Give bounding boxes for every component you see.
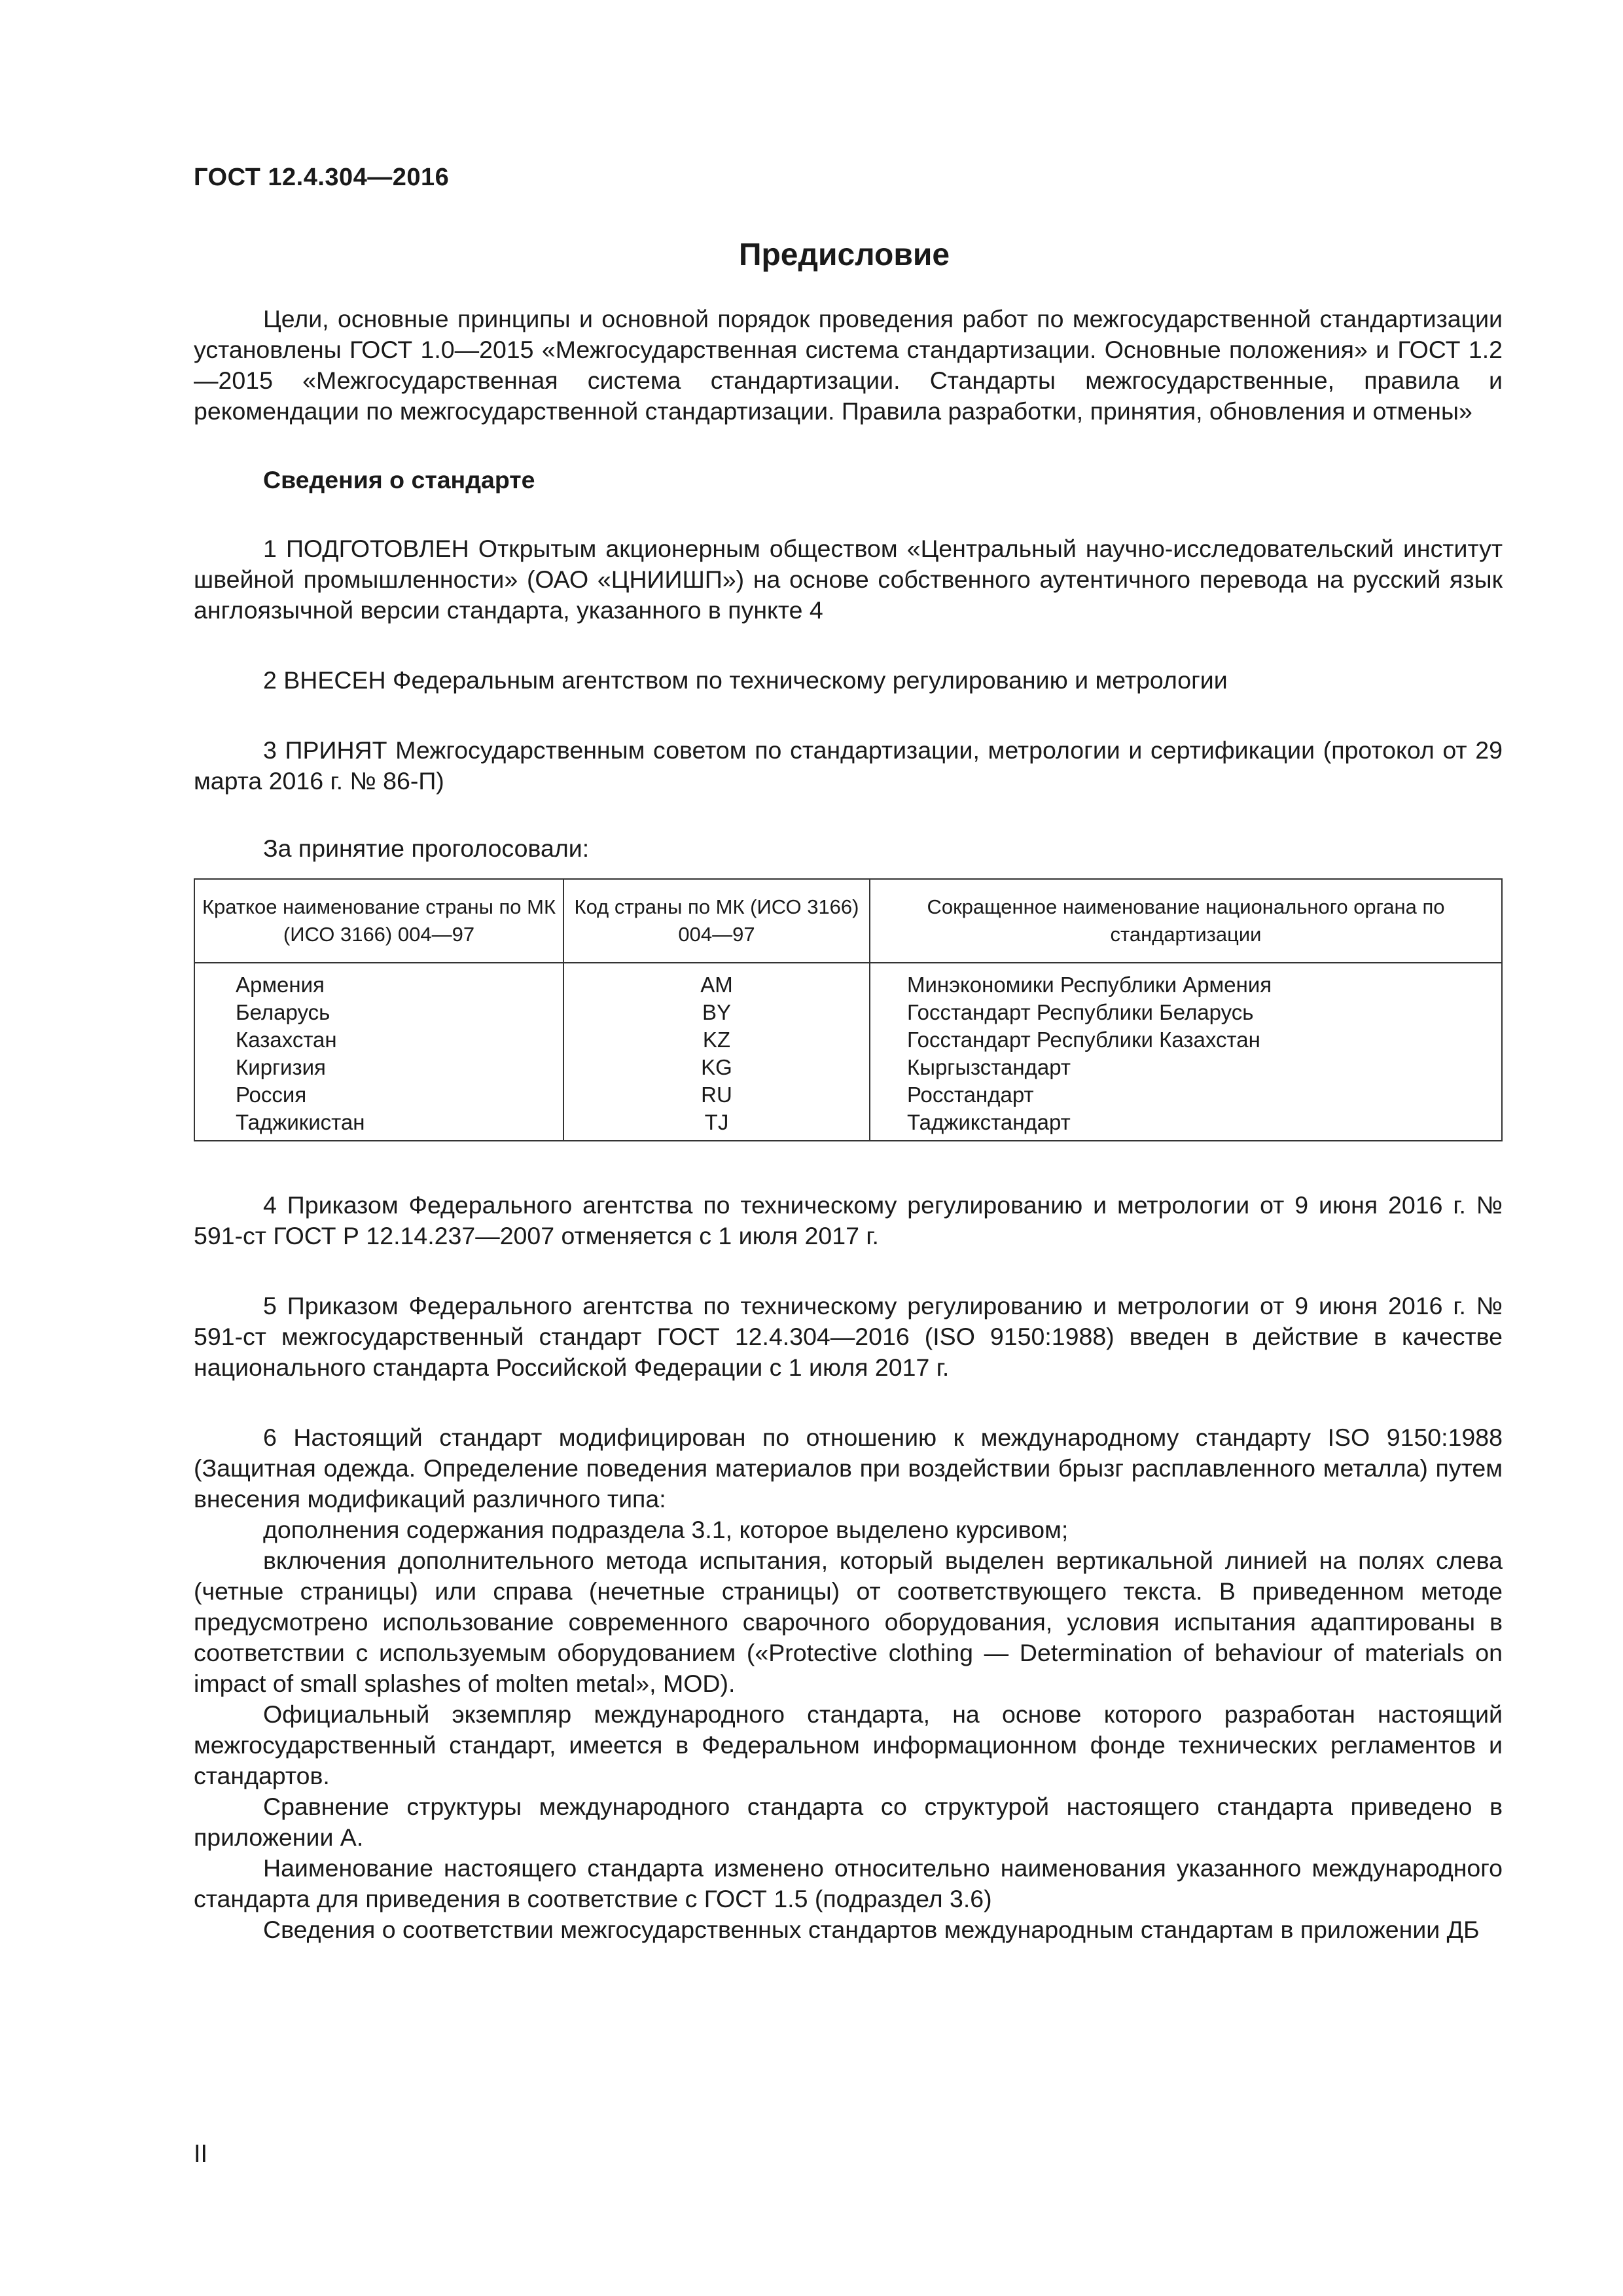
cell-code: BY [563, 999, 870, 1026]
item-4-paragraph: 4 Приказом Федерального агентства по техническому регулированию и метрологии от 9 июня 2016 г. № 591-ст ГОСТ Р 12.14.237—2007 отменяется с 1 июля 2017 г. [194, 1191, 1503, 1249]
page-title: Предисловие [738, 238, 950, 272]
item-1-paragraph: 1 ПОДГОТОВЛЕН Открытым акционерным обществом «Центральный научно-исследовательский институт швейной промышленности» (ОАО «ЦНИИШП») на основе собственного аутентичного перевода на русский язык англоязычной версии стандарта, указанного в пункте 4 [194, 535, 1503, 624]
item-6-subparagraph-e: Наименование настоящего стандарта изменено относительно наименования указанного международного стандарта для приведения в соответствие с ГОСТ 1.5 (подраздел 3.6) [194, 1854, 1503, 1912]
vote-label: За принятие проголосовали: [263, 834, 590, 862]
cell-code: AM [563, 963, 870, 999]
cell-code: RU [563, 1081, 870, 1109]
table-row [194, 1054, 1502, 1081]
item-6-subparagraph-a: дополнения содержания подраздела 3.1, которое выделено курсивом; [263, 1516, 1069, 1543]
cell-code: TJ [563, 1109, 870, 1141]
cell-body: Минэкономики Республики Армения [870, 963, 1502, 999]
document-body [194, 304, 1503, 1945]
section-subheading: Сведения о стандарте [263, 466, 535, 493]
cell-country: Армения [194, 963, 563, 999]
item-6-subparagraph-b: включения дополнительного метода испытания, который выделен вертикальной линией на полях слева (четные страницы) или справа (нечетные страницы) от соответствующего текста. В приведенном методе предусмотрено использование современного сварочного оборудования, условия испытания адаптированы в соответствии с используемым оборудованием («Protective clothing — Determination of behaviour of materials on impact of small splashes of molten metal», MOD). [194, 1547, 1503, 1697]
intro-paragraph: Цели, основные принципы и основной порядок проведения работ по межгосударственной стандартизации установлены ГОСТ 1.0—2015 «Межгосударственная система стандартизации. Основные положения» и ГОСТ 1.2—2015 «Межгосударственная система стандартизации. Стандарты межгосударственные, правила и рекомендации по межгосударственной стандартизации. Правила разработки, принятия, обновления и отмены» [194, 305, 1503, 425]
cell-body: Кыргызстандарт [870, 1054, 1502, 1081]
table-row [194, 1026, 1502, 1054]
voting-countries-table [194, 878, 1503, 1141]
cell-country: Казахстан [194, 1026, 563, 1054]
cell-country: Россия [194, 1081, 563, 1109]
cell-body: Госстандарт Республики Беларусь [870, 999, 1502, 1026]
item-2-paragraph: 2 ВНЕСЕН Федеральным агентством по техническому регулированию и метрологии [263, 666, 1228, 694]
table-row [194, 1109, 1502, 1141]
cell-code: KG [563, 1054, 870, 1081]
item-6-paragraph: 6 Настоящий стандарт модифицирован по отношению к международному стандарту ISO 9150:1988 (Защитная одежда. Определение поведения материалов при воздействии брызг расплавленного металла) путем внесения модификаций различного типа: [194, 1424, 1503, 1513]
header-country-code: Код страны по МК (ИСО 3166) 004—97 [563, 879, 870, 963]
cell-body: Росстандарт [870, 1081, 1502, 1109]
table-row [194, 1081, 1502, 1109]
cell-country: Таджикистан [194, 1109, 563, 1141]
table-header-row [194, 879, 1502, 963]
page-number: II [194, 2140, 208, 2168]
item-6-subparagraph-d: Сравнение структуры международного стандарта со структурой настоящего стандарта приведено в приложении А. [194, 1793, 1503, 1851]
header-country-name: Краткое наименование страны по МК (ИСО 3166) 004—97 [194, 879, 563, 963]
cell-body: Таджикстандарт [870, 1109, 1502, 1141]
cell-body: Госстандарт Республики Казахстан [870, 1026, 1502, 1054]
cell-country: Беларусь [194, 999, 563, 1026]
cell-country: Киргизия [194, 1054, 563, 1081]
standard-code-header: ГОСТ 12.4.304—2016 [194, 164, 450, 191]
item-6-subparagraph-f: Сведения о соответствии межгосударственных стандартов международным стандартам в приложении ДБ [263, 1916, 1480, 1943]
header-standards-body: Сокращенное наименование национального органа по стандартизации [870, 879, 1502, 963]
item-6-subparagraph-c: Официальный экземпляр международного стандарта, на основе которого разработан настоящий межгосударственный стандарт, имеется в Федеральном информационном фонде технических регламентов и стандартов. [194, 1700, 1503, 1789]
cell-code: KZ [563, 1026, 870, 1054]
item-5-paragraph: 5 Приказом Федерального агентства по техническому регулированию и метрологии от 9 июня 2016 г. № 591-ст межгосударственный стандарт ГОСТ 12.4.304—2016 (ISO 9150:1988) введен в действие в качестве национального стандарта Российской Федерации с 1 июля 2017 г. [194, 1292, 1503, 1381]
table-row [194, 999, 1502, 1026]
table-row [194, 963, 1502, 999]
item-3-paragraph: 3 ПРИНЯТ Межгосударственным советом по стандартизации, метрологии и сертификации (протокол от 29 марта 2016 г. № 86-П) [194, 736, 1503, 795]
